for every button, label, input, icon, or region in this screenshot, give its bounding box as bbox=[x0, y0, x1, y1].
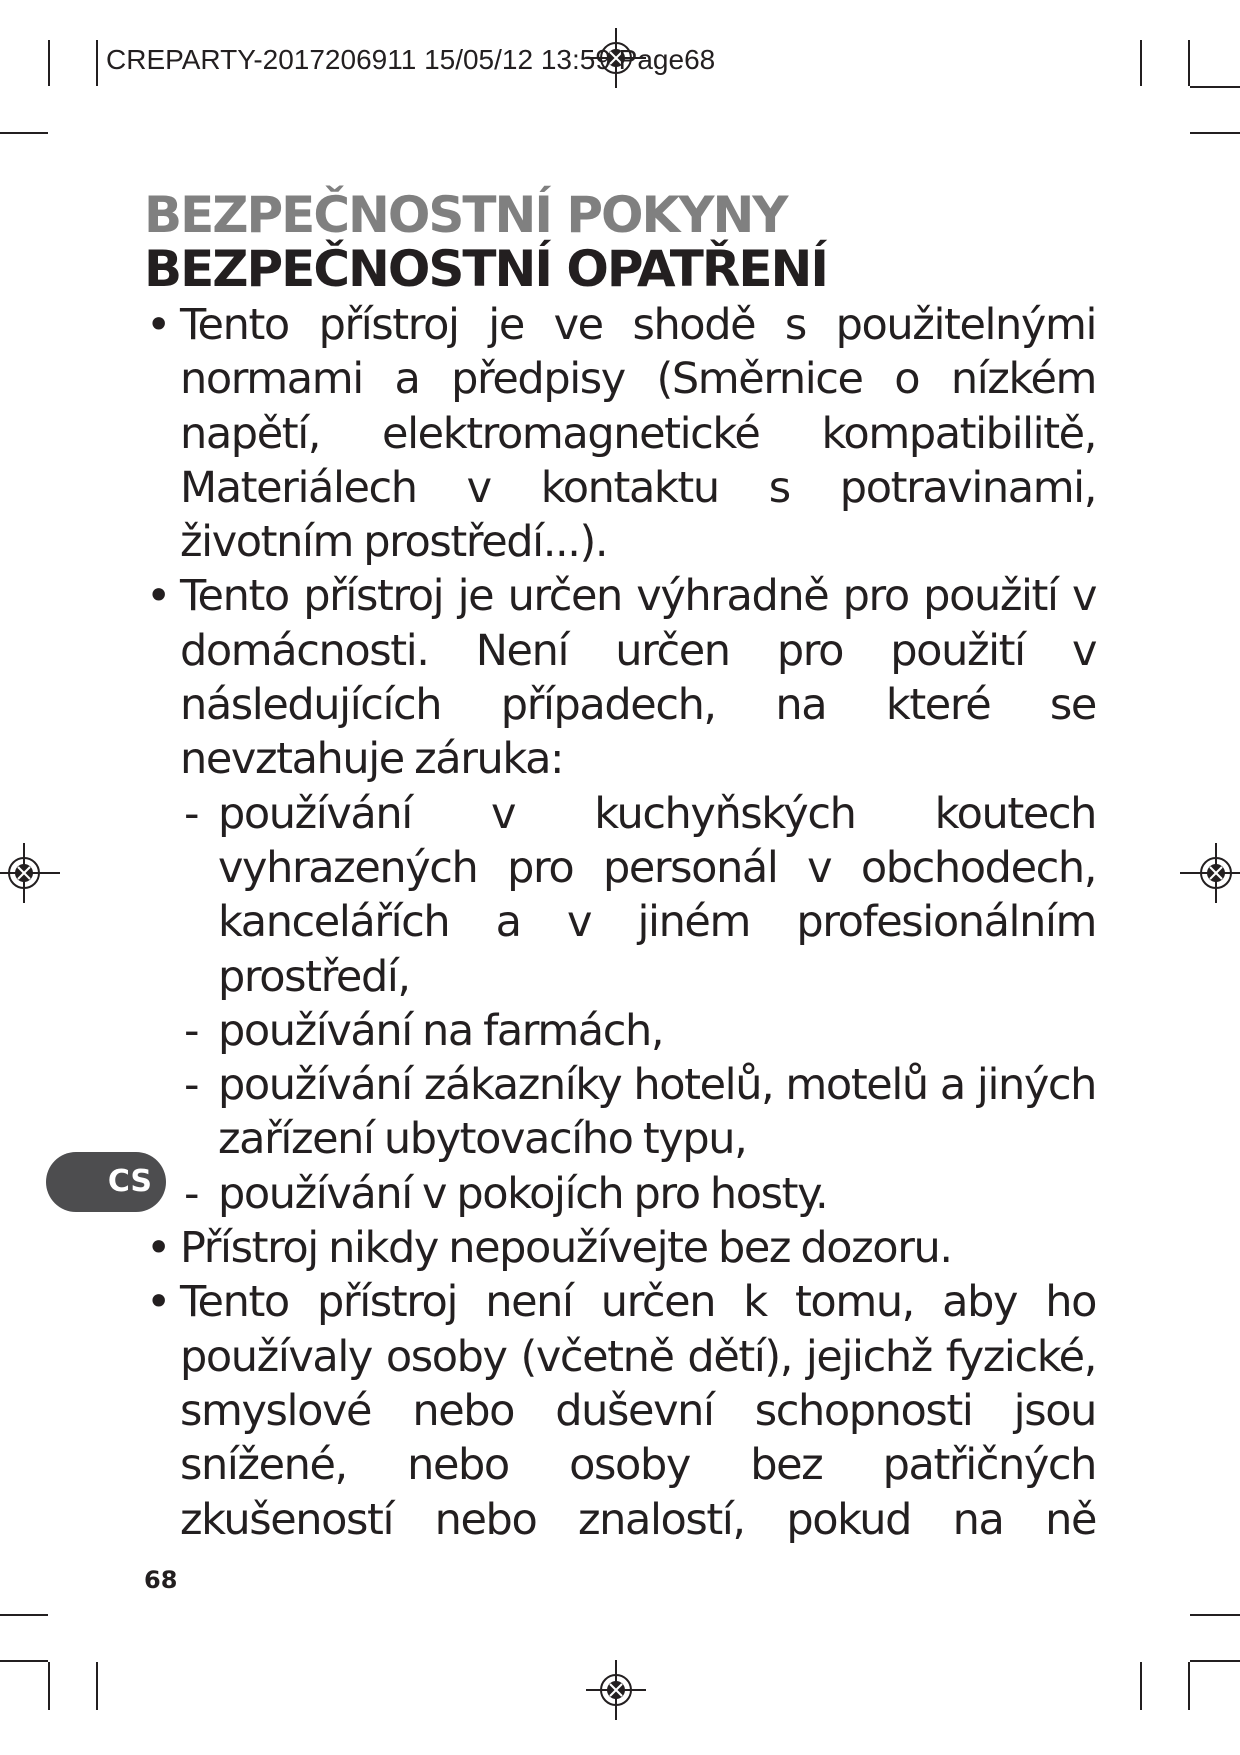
list-item: • Přístroj nikdy nepoužívejte bez dozoru. bbox=[144, 1221, 1096, 1275]
sub-list-item: - používání zákazníky hotelů, motelů a jiných zařízení ubytovacího typu, bbox=[144, 1058, 1096, 1167]
section-title: BEZPEČNOSTNÍ POKYNY bbox=[144, 186, 787, 244]
crop-mark-br-h bbox=[1190, 1614, 1240, 1616]
crop-mark-tr-h bbox=[1190, 86, 1240, 88]
crop-mark-tr-h2 bbox=[1190, 132, 1240, 134]
crop-mark-tl-v bbox=[48, 40, 50, 86]
language-tab: CS bbox=[46, 1152, 166, 1212]
list-item: • Tento přístroj je ve shodě s použitelnými normami a předpisy (Směrnice o nízkém napětí, elektromagnetické kompatibilitě, Materiálech v kontaktu s potravinami, životním prostředí...). bbox=[144, 298, 1096, 569]
registration-mark-left-icon bbox=[0, 843, 60, 903]
print-slug-line: CREPARTY-2017206911 15/05/12 13:59 Page68 bbox=[106, 44, 716, 75]
sub-list-item: - používání v pokojích pro hosty. bbox=[144, 1167, 1096, 1221]
registration-mark-right-icon bbox=[1180, 843, 1240, 903]
registration-mark-bottom-icon bbox=[586, 1660, 646, 1720]
section-subtitle: BEZPEČNOSTNÍ OPATŘENÍ bbox=[144, 240, 827, 298]
instructions-list bbox=[144, 298, 1096, 1547]
crop-mark-bl-v bbox=[48, 1662, 50, 1710]
list-item: • Tento přístroj je určen výhradně pro použití v domácnosti. Není určen pro použití v následujících případech, na které se nevztahuje záruka: bbox=[144, 569, 1096, 786]
crop-mark-bl-h2 bbox=[0, 1660, 48, 1662]
crop-mark-br-h2 bbox=[1190, 1660, 1240, 1662]
list-item: • Tento přístroj není určen k tomu, aby ho používaly osoby (včetně dětí), jejichž fyzické, smyslové nebo duševní schopnosti jsou snížené, nebo osoby bez patřičných zkušeností nebo znalostí, pokud na ně bbox=[144, 1275, 1096, 1546]
crop-mark-bl-h bbox=[0, 1614, 48, 1616]
crop-mark-br-v2 bbox=[1188, 1662, 1190, 1710]
crop-mark-tr-v2 bbox=[1188, 40, 1190, 86]
crop-mark-tl-h bbox=[0, 132, 48, 134]
crop-mark-bl-v2 bbox=[96, 1662, 98, 1710]
sub-list-item: - používání na farmách, bbox=[144, 1004, 1096, 1058]
page-number: 68 bbox=[144, 1566, 178, 1594]
crop-mark-br-v bbox=[1140, 1662, 1142, 1710]
crop-mark-tr-v bbox=[1140, 40, 1142, 86]
sub-list-item: - používání v kuchyňských koutech vyhrazených pro personál v obchodech, kancelářích a v jiném profesionálním prostředí, bbox=[144, 787, 1096, 1004]
crop-mark-tl-v2 bbox=[96, 40, 98, 86]
